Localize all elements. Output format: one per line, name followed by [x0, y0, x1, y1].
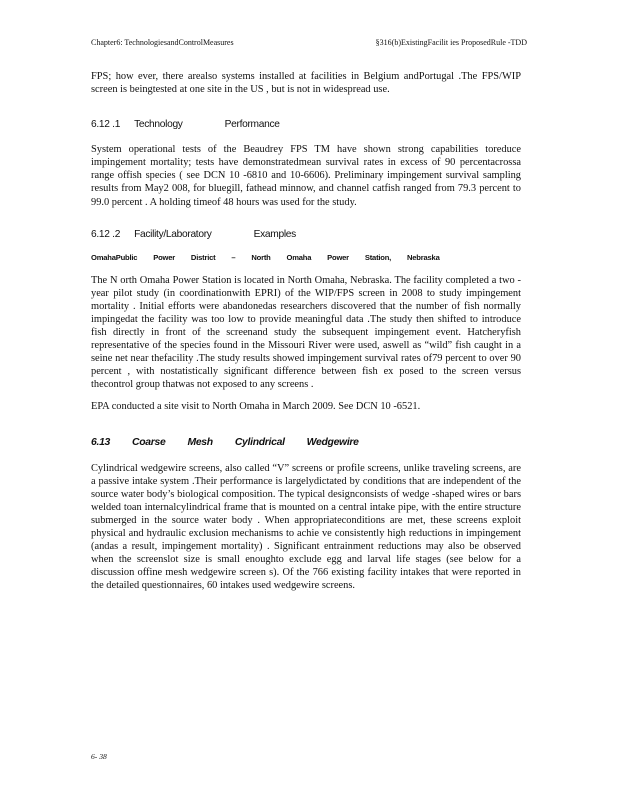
document-body: [91, 70, 521, 593]
section-title-part: Performance: [224, 119, 280, 131]
section-title-part: Examples: [253, 228, 296, 240]
section-heading-6-12-2: [91, 229, 521, 240]
section-title-part: Wedgewire: [306, 436, 359, 448]
technology-performance-paragraph: System operational tests of the Beaudrey FPS TM have shown strong capabilities toreduce impingement mortality; tests have demonstratedmean survival rates in excess of 90 percentacrossa range offish species ( see DCN 10 -6810 and 10-6606). Preliminary impingement survival sampling results from May2 008, for bluegill, fathead minnow, and channel catfish ranged from 79.3 percent to 99.0 percent . A holding timeof 48 hours was used for the study.: [91, 144, 521, 208]
section-heading-6-12-1: [91, 119, 521, 130]
page-number: 6- 38: [91, 752, 107, 761]
wedgewire-paragraph: Cylindrical wedgewire screens, also called “V” screens or profile screens, unlike traveling screens, are a passive intake system .Their performance is largelydictated by conditions that are independent of the source water body’s biological composition. The typical designconsists of wedge -shaped wires or bars welded toan internalcylindrical frame that is mounted on a central intake pipe, with the entire structure submerged in the source water body . When appropriateconditions are met, these screens exploit physical and hydraulic exclusion mechanisms to achie ve consistently high reductions in impingement (andas a result, impingement mortality) . Significant entrainment reductions may also be observed when the screenslot size is small enoughto exclude egg and larval life stages (see below for a discussion offine mesh wedgewire screen s). Of the 766 existing facility intakes that were reported in the detailed questionnaires, 60 intakes used wedgewire screens.: [91, 462, 521, 592]
section-number: 6.12 .2: [91, 228, 121, 240]
section-title-part: Mesh: [187, 436, 213, 448]
facility-paragraph: The N orth Omaha Power Station is located in North Omaha, Nebraska. The facility completed a two -year pilot study (in coordinationwith EPRI) of the WIP/FPS screen in 2008 to study impingement mortality . Initial efforts were abandonedas researchers discovered that the number of fish normally impingedat the facility was too low to provide meaningful data .The study then shifted to introduce fish directly in front of the screenand study the subsequent impingement event. Hatcheryfish representative of the species found in the Missouri River were used, aswell as “wild” fish caught in a seine net near thefacility .The study results showed impingement survival rates of79 percent to over 90 percent , with nostatistically significant difference between fish ex posed to the screen versus thecontrol group thatwas not exposed to any screens .: [91, 274, 521, 391]
section-number: 6.12 .1: [91, 119, 121, 131]
section-heading-6-13: [91, 437, 521, 448]
section-title-part: Cylindrical: [234, 436, 285, 448]
header-chapter-title: Chapter6: TechnologiesandControlMeasures: [91, 38, 234, 47]
section-title-part: Technology: [134, 119, 183, 131]
section-title-part: Facility/Laboratory: [134, 228, 212, 240]
epa-visit-paragraph: EPA conducted a site visit to North Omaha in March 2009. See DCN 10 -6521.: [91, 400, 421, 412]
section-number: 6.13: [91, 436, 111, 448]
facility-subheading: OmahaPublic Power District – North Omaha Power Station, Nebraska: [91, 252, 440, 262]
intro-paragraph: FPS; how ever, there arealso systems installed at facilities in Belgium andPortugal .The FPS/WIP screen is beingtested at one site in the US , but is not in widespread use.: [91, 71, 521, 96]
section-title-part: Coarse: [132, 436, 166, 448]
header-rule-title: §316(b)ExistingFacilit ies ProposedRule -TDD: [375, 38, 527, 47]
